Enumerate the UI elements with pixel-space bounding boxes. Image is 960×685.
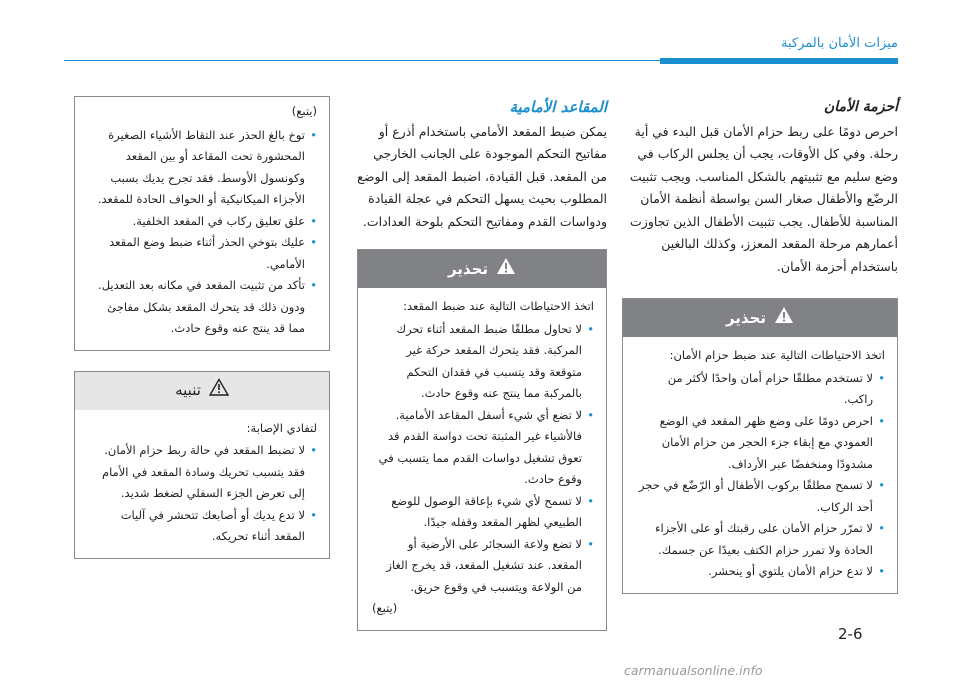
list-item: • تأكد من تثبيت المقعد في مكانه بعد التعديل. ودون ذلك قد يتحرك المقعد بشكل مفاجئ مما قد ينتج عنه وقوع حادث. — [89, 275, 305, 340]
caution-label: تنبيه — [175, 381, 201, 400]
list-item: • لا تضبط المقعد في حالة ربط حزام الأمان. فقد يتسبب تحريك وسادة المقعد في الأمام إلى تعرض الجزء السفلي لضغط شديد. — [89, 440, 305, 505]
list-item: • لا تمرّر حزام الأمان على رقبتك أو على الأجزاء الحادة ولا تمرر حزام الكتف بعيدًا عن جسمك. — [637, 518, 873, 561]
warning-icon — [496, 257, 516, 282]
front-seats-body: يمكن ضبط المقعد الأمامي باستخدام أذرع أو مفاتيح التحكم الموجودة على الجانب الخارجي من المقعد. قبل القيادة، اضبط المقعد إلى الوضع المطلوب بحيث يسهل التحكم في عجلة القيادة ودواسات القدم ومفاتيح التحكم بلوحة العدادات. — [357, 123, 607, 229]
continued-warning-box — [74, 96, 330, 351]
continued-label: (يتبع) — [291, 104, 317, 118]
caution-box — [74, 371, 330, 559]
seat-belt-warning-box — [622, 298, 898, 594]
seat-belts-heading: أحزمة الأمان — [823, 99, 898, 115]
continued-column — [74, 96, 330, 559]
warning-header — [623, 299, 897, 337]
list-item: • لا تحاول مطلقًا ضبط المقعد أثناء تحرك المركبة. فقد يتحرك المقعد حركة غير متوقعة وقد يتسبب في فقدان التحكم بالمركبة مما ينتج عنه وقوع حادث. — [372, 319, 582, 405]
list-item: • لا تضع أي شيء أسفل المقاعد الأمامية. فالأشياء غير المثبتة تحت دواسة القدم قد تعوق تشغيل دواسات القدم مما يتسبب في وقوع حادث. — [372, 405, 582, 491]
list-item: • لا تدع حزام الأمان يلتوي أو ينحشر. — [637, 561, 873, 583]
warning-header — [358, 250, 606, 288]
list-item: • عليك بتوخي الحذر أثناء ضبط وضع المقعد الأمامي. — [89, 232, 305, 275]
seat-belts-body: احرص دومًا على ربط حزام الأمان قبل البدء في أية رحلة. وفي كل الأوقات، يجب أن يجلس الركاب في وضع سليم مع تثبيتهم بالشكل المناسب. ويجب تثبيت الرضّع والأطفال صغار السن بواسطة أنظمة الأمان المناسبة للأطفال. يجب تثبيت الأطفال الذين تجاوزت أعمارهم مرحلة المقعد المعزز، وكذلك البالغين باستخدام أحزمة الأمان. — [629, 123, 898, 274]
header-accent-bar — [660, 58, 898, 64]
front-seats-heading: المقاعد الأمامية — [509, 98, 607, 116]
list-item: • لا تستخدم مطلقًا حزام أمان واحدًا لأكثر من راكب. — [637, 368, 873, 411]
seat-warning-box — [357, 249, 607, 631]
continued-label: (يتبع) — [372, 601, 398, 615]
header-title: ميزات الأمان بالمركبة — [781, 36, 898, 51]
seat-belts-column — [622, 96, 898, 594]
list-item: • توخ بالغ الحذر عند التقاط الأشياء الصغيرة المحشورة تحت المقاعد أو بين المقعد وكونسول الأوسط. فقد تجرح يديك بسبب الأجزاء الميكانيكية أو الحواف الحادة للمقعد. — [89, 125, 305, 211]
page-number: 2-6 — [838, 625, 863, 643]
caution-icon — [209, 378, 229, 403]
watermark: carmanualsonline.info — [624, 663, 763, 678]
list-item: • لا تضع ولاعة السجائر على الأرضية أو المقعد. عند تشغيل المقعد، قد يخرج الغاز من الولاعة ويتسبب في وقوع حريق. — [372, 534, 582, 599]
warning-label: تحذير — [447, 259, 489, 278]
front-seats-column — [357, 96, 607, 631]
list-item: • علق تعليق ركاب في المقعد الخلفية. — [89, 211, 305, 233]
caution-intro: لتفادي الإصابة: — [246, 420, 317, 435]
warning-intro: اتخذ الاحتياطات التالية عند ضبط حزام الأمان: — [669, 348, 885, 362]
caution-header — [75, 372, 329, 410]
list-item: • لا تسمح مطلقًا بركوب الأطفال أو الرّضّع في حجر أحد الركاب. — [637, 475, 873, 518]
list-item: • احرص دومًا على وضع ظهر المقعد في الوضع العمودي مع إبقاء جزء الحجر من حزام الأمان مشدودًا ومنخفضًا عبر الأرداف. — [637, 411, 873, 476]
list-item: • لا تدع يديك أو أصابعك تتحشر في آليات المقعد أثناء تحريكه. — [89, 505, 305, 548]
warning-icon — [774, 306, 794, 331]
warning-intro: اتخذ الاحتياطات التالية عند ضبط المقعد: — [403, 299, 594, 313]
warning-label: تحذير — [725, 308, 767, 327]
list-item: • لا تسمح لأي شيء بإعاقة الوصول للوضع الطبيعي لظهر المقعد وقفله جيدًا. — [372, 491, 582, 534]
